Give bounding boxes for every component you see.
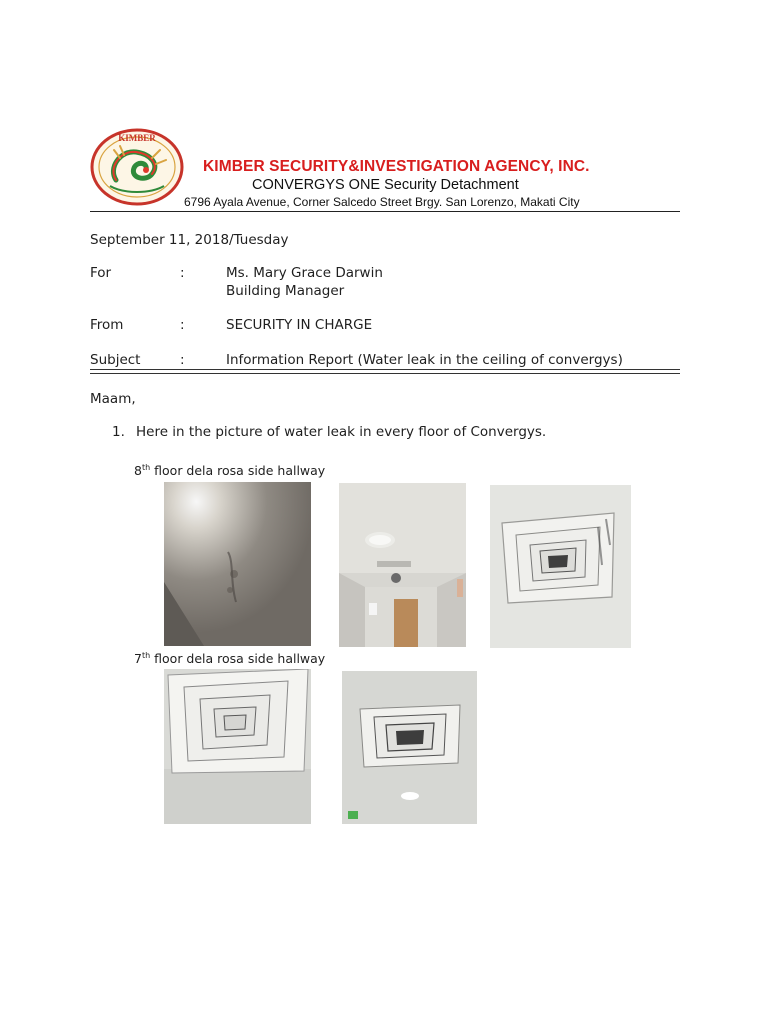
memo-date: September 11, 2018/Tuesday — [90, 232, 289, 248]
subject-divider — [90, 369, 680, 374]
photo-8th-floor-ceiling-vent — [490, 485, 631, 648]
from-colon: : — [180, 317, 185, 333]
header-divider — [90, 211, 680, 212]
company-name: KIMBER SECURITY&INVESTIGATION AGENCY, INC. — [203, 158, 590, 175]
for-label: For — [90, 265, 112, 281]
list-item-text: Here in the picture of water leak in every floor of Convergys. — [136, 424, 547, 440]
for-title: Building Manager — [226, 283, 345, 299]
for-name: Ms. Mary Grace Darwin — [226, 265, 383, 281]
company-address: 6796 Ayala Avenue, Corner Salcedo Street Brgy. San Lorenzo, Makati City — [184, 195, 580, 209]
kimber-logo — [90, 128, 184, 206]
list-item-number: 1. — [112, 424, 125, 440]
photo-7th-floor-ceiling-vent-2 — [342, 671, 477, 824]
for-colon: : — [180, 265, 185, 281]
from-label: From — [90, 317, 124, 333]
logo-text: KIMBER — [118, 133, 156, 143]
detachment-name: CONVERGYS ONE Security Detachment — [252, 177, 519, 193]
subject-label: Subject — [90, 352, 141, 368]
subject-value: Information Report (Water leak in the ceiling of convergys) — [226, 352, 623, 368]
photo-8th-floor-hallway — [339, 483, 466, 647]
photo-8th-floor-wall-stain — [164, 482, 311, 646]
subject-colon: : — [180, 352, 185, 368]
from-value: SECURITY IN CHARGE — [226, 317, 373, 333]
section-7th-floor-caption: 7th floor dela rosa side hallway — [134, 651, 326, 667]
salutation: Maam, — [90, 391, 136, 407]
section-8th-floor-caption: 8th floor dela rosa side hallway — [134, 463, 326, 479]
photo-7th-floor-ceiling-vent-1 — [164, 669, 311, 824]
